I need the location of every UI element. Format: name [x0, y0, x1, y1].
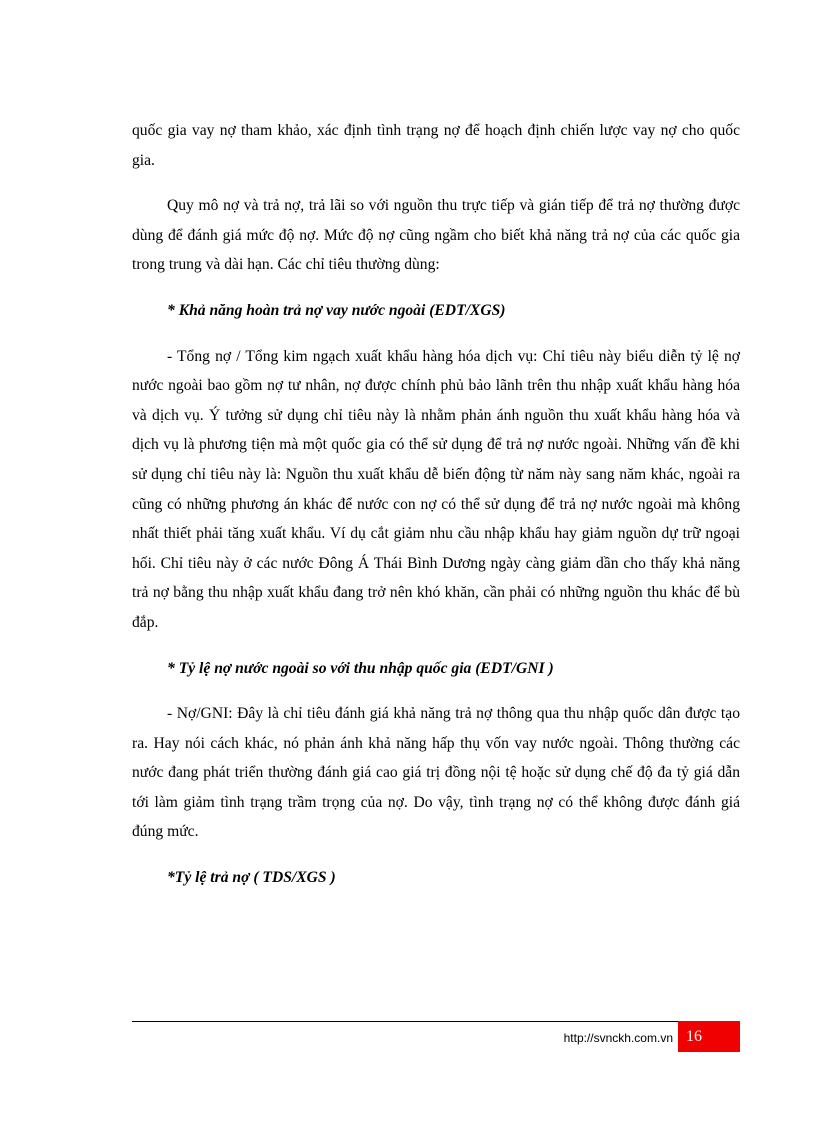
- paragraph: - Tổng nợ / Tổng kim ngạch xuất khẩu hàng hóa dịch vụ: Chỉ tiêu này biểu diễn tỷ lệ nợ nước ngoài bao gồm nợ tư nhân, nợ được chính phủ bảo lãnh trên thu nhập xuất khẩu hàng hóa và dịch vụ. Ý tưởng sử dụng chỉ tiêu này là nhằm phản ánh nguồn thu xuất khẩu hàng hóa và dịch vụ là phương tiện mà một quốc gia có thể sử dụng để trả nợ nước ngoài. Những vấn đề khi sử dụng chỉ tiêu này là: Nguồn thu xuất khẩu dễ biến động từ năm này sang năm khác, ngoài ra cũng có những phương án khác để nước con nợ có thể sử dụng để trả nợ nước ngoài mà không nhất thiết phải tăng xuất khẩu. Ví dụ cắt giảm nhu cầu nhập khẩu hay giảm nguồn dự trữ ngoại hối. Chỉ tiêu này ở các nước Đông Á Thái Bình Dương ngày càng giảm dần cho thấy khả năng trả nợ bằng thu nhập xuất khẩu đang trở nên khó khăn, cần phải có những nguồn thu khác để bù đắp.: [132, 347, 740, 631]
- section-heading: *Tỷ lệ trả nợ ( TDS/XGS ): [167, 869, 336, 887]
- page-number: 16: [678, 1021, 740, 1052]
- footer-divider: [132, 1021, 740, 1022]
- paragraph: - Nợ/GNI: Đây là chỉ tiêu đánh giá khả năng trả nợ thông qua thu nhập quốc dân được tạo ra. Hay nói cách khác, nó phản ánh khả năng hấp thụ vốn vay nước ngoài. Thông thường các nước đang phát triển thường đánh giá cao giá trị đồng nội tệ hoặc sử dụng chế độ đa tỷ giá dẫn tới làm giảm tình trạng trầm trọng của nợ. Do vậy, tình trạng nợ có thể không được đánh giá đúng mức.: [132, 705, 740, 841]
- footer-url[interactable]: http://svnckh.com.vn: [563, 1031, 673, 1045]
- document-body: [132, 116, 740, 909]
- paragraph: quốc gia vay nợ tham khảo, xác định tình trạng nợ để hoạch định chiến lược vay nợ cho quốc gia.: [132, 122, 740, 169]
- section-heading: * Khả năng hoàn trả nợ vay nước ngoài (EDT/XGS): [167, 301, 506, 319]
- paragraph: Quy mô nợ và trả nợ, trả lãi so với nguồn thu trực tiếp và gián tiếp để trả nợ thường được dùng để đánh giá mức độ nợ. Mức độ nợ cũng ngầm cho biết khả năng trả nợ của các quốc gia trong trung và dài hạn. Các chỉ tiêu thường dùng:: [132, 197, 740, 274]
- section-heading: * Tỷ lệ nợ nước ngoài so với thu nhập quốc gia (EDT/GNI ): [167, 659, 554, 677]
